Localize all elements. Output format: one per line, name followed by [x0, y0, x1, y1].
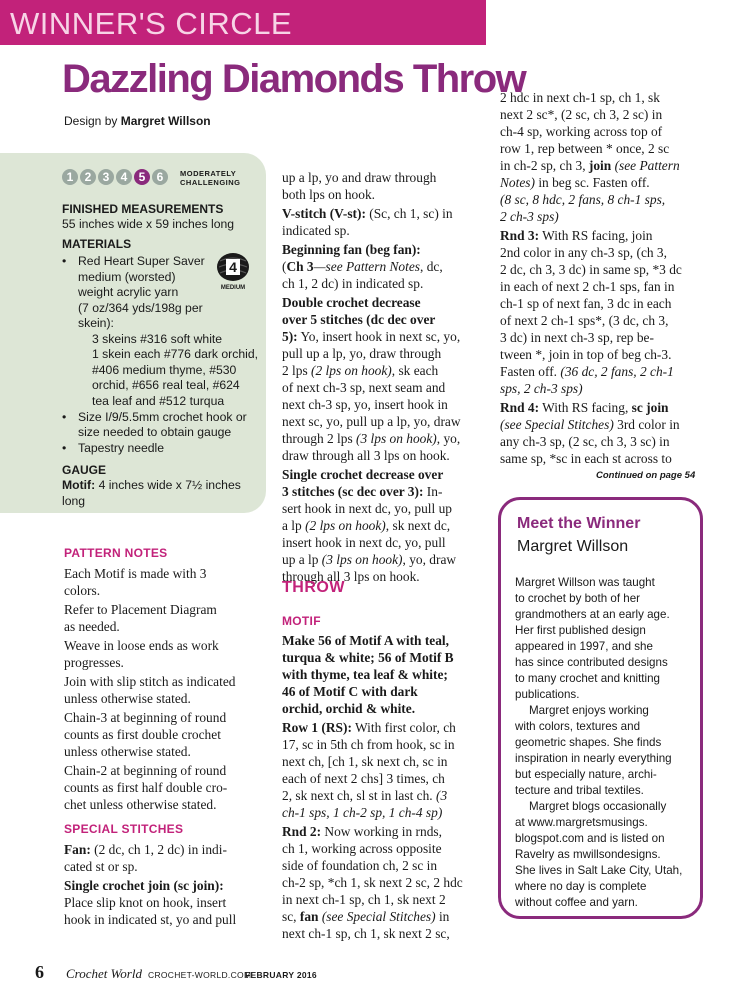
special-stitches-heading: SPECIAL STITCHES: [64, 822, 184, 836]
bullet-icon: •: [62, 410, 67, 424]
skill-level-4: 4: [116, 169, 132, 185]
winner-heading: Meet the Winner: [517, 515, 641, 532]
finished-text: 55 inches wide x 59 inches long: [62, 217, 235, 231]
gauge-heading: GAUGE: [62, 463, 107, 477]
bullet-icon: •: [62, 254, 67, 268]
materials-heading: MATERIALS: [62, 237, 132, 251]
section-banner: [0, 0, 486, 45]
skill-level-3: 3: [98, 169, 114, 185]
yarn-weight-label: MEDIUM: [220, 285, 246, 291]
svg-text:4: 4: [229, 259, 237, 275]
page-number: 6: [35, 962, 44, 982]
bullet-icon: •: [62, 441, 67, 455]
continued-note: Continued on page 54: [596, 470, 696, 481]
banner-text: WINNER'S CIRCLE: [10, 6, 293, 41]
skill-level-1: 1: [62, 169, 78, 185]
magazine-name: Crochet World: [66, 966, 142, 981]
materials-box: 1 2 3 4 5 6 MODERATELY CHALLENGING FINISHED MEASUREMENTS 55 inches wide x 59 inches long MATERIALS 4 MEDIUM • Red Heart Super Saver medium (worsted) weight acrylic yarn (7 oz/364 yds/198g per skein): 3 skeins #316 soft white 1 skein each #776 dark orchid, #406 medium thyme, #530 orchid, #656 real teal, #624 tea leaf and #512 turqua • Size I/9/5.5mm crochet hook or size needed to obtain gauge • Tapestry needle GAUGE Motif: 4 inches wide x 7½ inches long: [0, 153, 266, 513]
designer-name: Margret Willson: [120, 114, 211, 128]
skill-level-2: 2: [80, 169, 96, 185]
pattern-notes-heading: PATTERN NOTES: [64, 546, 168, 560]
issue-date: FEBRUARY 2016: [245, 970, 317, 980]
winner-name: Margret Willson: [517, 538, 629, 555]
finished-heading: FINISHED MEASUREMENTS: [62, 202, 224, 216]
gauge-text: Motif: 4 inches wide x 7½ inches: [62, 478, 241, 492]
skill-level-6: 6: [152, 169, 168, 185]
skill-label: MODERATELY CHALLENGING: [180, 169, 241, 187]
page-title: Dazzling Diamonds Throw: [62, 57, 526, 101]
website: CROCHET-WORLD.COM: [148, 970, 252, 980]
yarn-weight-icon: [216, 251, 250, 283]
motif-heading: MOTIF: [282, 614, 321, 628]
skill-level-5: 5: [134, 169, 150, 185]
byline: Design by Margret Willson: [64, 114, 211, 128]
throw-heading: THROW: [282, 579, 345, 596]
meet-the-winner-box: Meet the Winner Margret Willson Margret Willson was taught to crochet by both of her grandmothers at an early age. Her first published design appeared in 1997, and she has since contributed designs to many crochet and knitting publications. Margret enjoys working with colors, textures and geometric shapes. She finds inspiration in nearly everything but especially nature, archi- tecture and tribal textiles. Margret blogs occasionally at www.margretsmusings. blogspot.com and is listed on Ravelry as mwillsondesigns. She lives in Salt Lake City, Utah, where no day is complete without coffee and yarn.: [498, 497, 703, 919]
skill-level: [62, 169, 168, 185]
